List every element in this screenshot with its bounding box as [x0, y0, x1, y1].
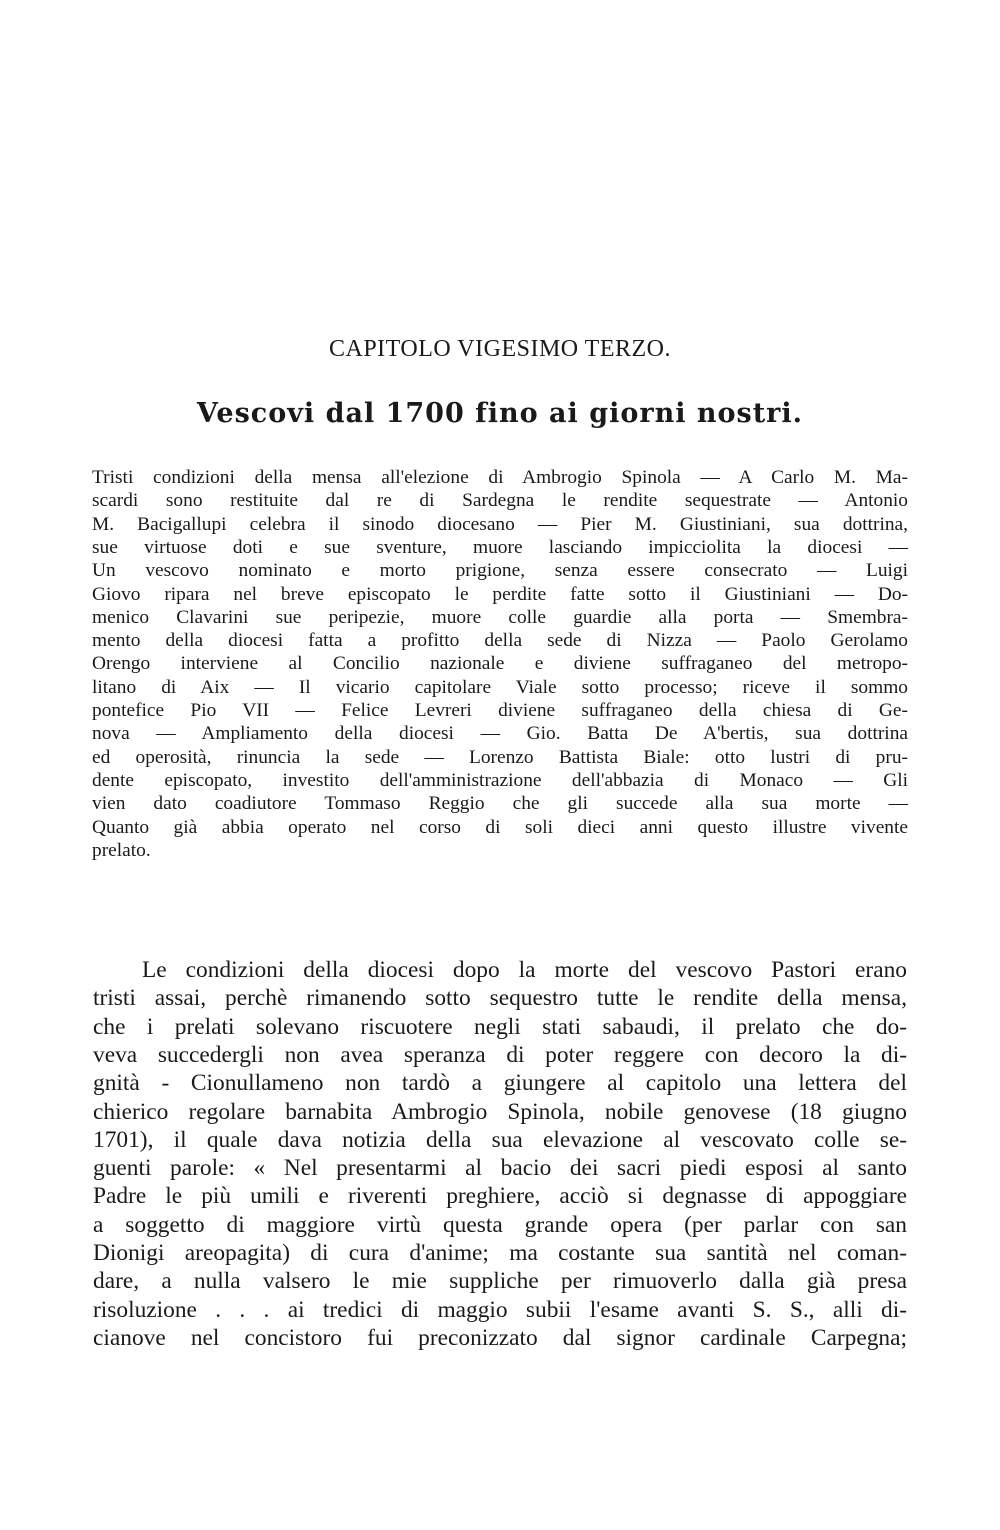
summary-line: Quanto già abbia operato nel corso di soli dieci anni questo illustre vivente — [92, 816, 908, 838]
summary-line: litano di Aix — Il vicario capitolare Viale sotto processo; riceve il sommo — [92, 676, 908, 698]
chapter-heading: CAPITOLO VIGESIMO TERZO. — [328, 336, 671, 362]
summary-line: M. Bacigallupi celebra il sinodo diocesano — Pier M. Giustiniani, sua dottrina, — [92, 513, 908, 535]
summary-line: Un vescovo nominato e morto prigione, senza essere consecrato — Luigi — [92, 560, 908, 582]
body-line: dare, a nulla valsero le mie suppliche per rimuoverlo dalla già presa — [93, 1268, 907, 1295]
body-line: guenti parole: « Nel presentarmi al bacio dei sacri piedi esposi al santo — [93, 1155, 907, 1182]
summary-line: Giovo ripara nel breve episcopato le perdite fatte sotto il Giustiniani — Do- — [92, 583, 908, 605]
chapter-title: Vescovi dal 1700 fino ai giorni nostri. — [196, 398, 804, 429]
body-line: cianove nel concistoro fui preconizzato dal signor cardinale Carpegna; — [93, 1324, 907, 1351]
summary-line: pontefice Pio VII — Felice Levreri diviene suffraganeo della chiesa di Ge- — [92, 700, 908, 721]
summary-line: scardi sono restituite dal re di Sardegna le rendite sequestrate — Antonio — [92, 490, 908, 512]
body-line: 1701), il quale dava notizia della sua elevazione al vescovato colle se- — [93, 1126, 907, 1153]
body-line: gnità - Cionullameno non tardò a giungere al capitolo una lettera del — [93, 1070, 907, 1097]
summary-line: Orengo interviene al Concilio nazionale e diviene suffraganeo del metropo- — [92, 653, 908, 675]
summary-line: nova — Ampliamento della diocesi — Gio. Batta De A'bertis, sua dottrina — [92, 723, 908, 745]
summary-line: Tristi condizioni della mensa all'elezione di Ambrogio Spinola — A Carlo M. Ma- — [92, 467, 908, 488]
summary-line: sue virtuose doti e sue sventure, muore lasciando impicciolita la diocesi — — [92, 536, 908, 558]
summary-line: prelato. — [92, 839, 151, 861]
summary-line: mento della diocesi fatta a profitto della sede di Nizza — Paolo Gerolamo — [92, 630, 908, 652]
body-line: che i prelati solevano riscuotere negli stati sabaudi, il prelato che do- — [93, 1013, 907, 1040]
body-line: a soggetto di maggiore virtù questa grande opera (per parlar con san — [93, 1211, 907, 1238]
summary-line: dente episcopato, investito dell'amministrazione dell'abbazia di Monaco — Gli — [92, 769, 908, 791]
body-line: Padre le più umili e riverenti preghiere, acciò si degnasse di appoggiare — [93, 1183, 907, 1210]
body-line: veva succedergli non avea speranza di poter reggere con decoro la di- — [93, 1041, 907, 1068]
summary-line: vien dato coadiutore Tommaso Reggio che gli succede alla sua morte — — [92, 793, 908, 815]
body-line: risoluzione . . . ai tredici di maggio subii l'esame avanti S. S., alli di- — [93, 1296, 907, 1323]
summary-line: ed operosità, rinuncia la sede — Lorenzo Battista Biale: otto lustri di pru- — [92, 746, 908, 768]
body-line: tristi assai, perchè rimanendo sotto sequestro tutte le rendite della mensa, — [93, 985, 907, 1012]
summary-line: menico Clavarini sue peripezie, muore colle guardie alla porta — Smembra- — [92, 606, 908, 628]
body-line: Dionigi areopagita) di cura d'anime; ma costante sua santità nel coman- — [93, 1240, 907, 1266]
body-line: Le condizioni della diocesi dopo la morte del vescovo Pastori erano — [142, 957, 907, 983]
body-line: chierico regolare barnabita Ambrogio Spinola, nobile genovese (18 giugno — [93, 1098, 907, 1125]
